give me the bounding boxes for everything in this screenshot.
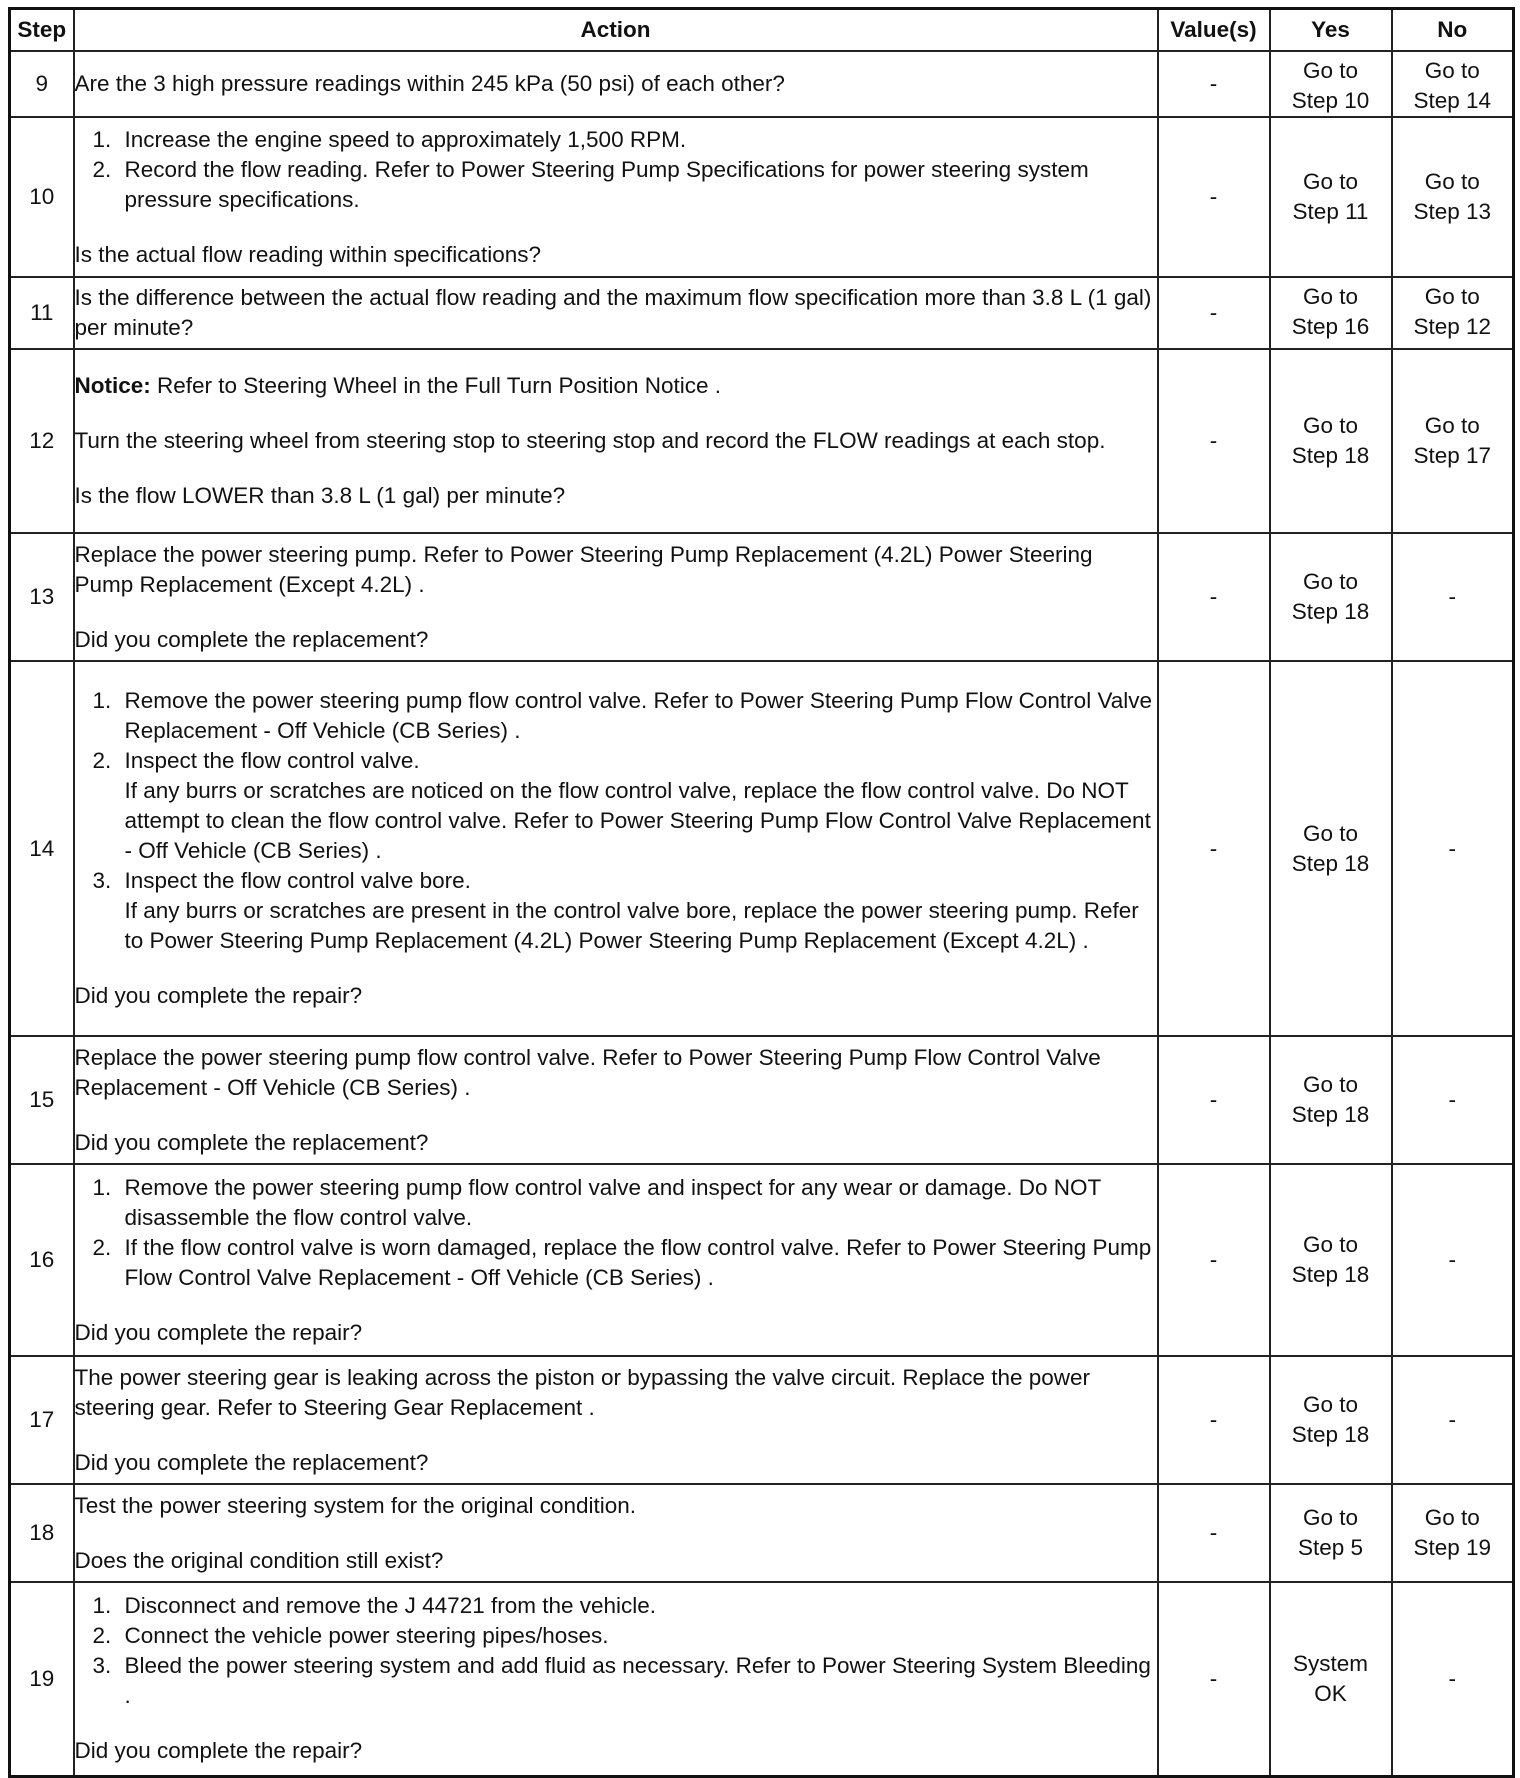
no-cell [1392,349,1514,533]
no-text: Go to [1424,58,1480,83]
no-text: Go to [1424,413,1480,438]
yes-cell [1270,1484,1392,1582]
notice-label: Notice: [74,373,151,398]
header-row [10,9,1514,52]
value-cell: - [1158,1164,1270,1356]
yes-text: OK [1314,1680,1347,1706]
yes-text: Step 16 [1291,314,1370,339]
no-cell [1392,1356,1514,1484]
yes-cell [1270,661,1392,1036]
yes-text: Step 18 [1291,850,1370,876]
yes-cell [1270,349,1392,533]
value-cell: - [1158,533,1270,661]
yes-text: Go to [1302,1232,1359,1257]
action-question: Did you complete the repair? [74,1319,363,1345]
header-action: Action [74,9,1158,52]
table-row [10,1164,1514,1356]
list-item [118,866,1157,956]
no-text: - [1448,1665,1456,1691]
yes-text: Go to [1302,1505,1359,1530]
no-text: Go to [1424,284,1480,309]
action-text: Test the power steering system for the original condition. [74,1492,637,1518]
no-cell [1392,533,1514,661]
list-item-main: 3. Inspect the flow control valve bore. [124,868,471,893]
list-item [118,746,1157,866]
yes-text: Go to [1302,284,1359,309]
yes-text: Go to [1302,1072,1359,1097]
action-text: Replace the power steering pump flow control valve. Refer to Power Steering Pump Flow Control Valve Replacement - Off Vehicle (CB Series) . [74,1044,1101,1100]
yes-text: Step 5 [1297,1535,1364,1560]
yes-text: Go to [1302,820,1359,846]
notice-text: Refer to Steering Wheel in the Full Turn Position Notice . [150,373,722,398]
action-cell [74,1036,1158,1164]
yes-cell [1270,117,1392,277]
list-item-detail: If any burrs or scratches are present in the control valve bore, replace the power steering pump. Refer to Power Steering Pump Replacement (4.2L) Power Steering Pump Replacement (Except 4.2L) . [124,898,1139,953]
action-list [75,1173,1157,1293]
action-cell [74,533,1158,661]
step-number: 18 [10,1484,74,1582]
list-item: 2. If the flow control valve is worn damaged, replace the flow control valve. Refer to Power Steering Pump Flow Control Valve Replacement - Off Vehicle (CB Series) . [118,1233,1157,1293]
list-item-main: Remove the power steering pump flow control valve. Refer to Power Steering Pump Flow Control Valve Replacement - Off Vehicle (CB Series) . [124,688,1153,743]
action-cell [74,117,1158,277]
yes-text: Go to [1302,413,1359,438]
list-item: 1. Disconnect and remove the J 44721 from the vehicle. [118,1591,1157,1621]
step-number: 19 [10,1582,74,1776]
yes-cell [1270,51,1392,117]
action-question: Is the flow LOWER than 3.8 L (1 gal) per minute? [74,483,566,508]
no-text: - [1448,1087,1456,1112]
value-cell: - [1158,1036,1270,1164]
no-cell [1392,277,1514,349]
value-cell: - [1158,277,1270,349]
yes-cell [1270,1036,1392,1164]
no-text: Step 12 [1413,314,1492,339]
list-item: 3. Bleed the power steering system and add fluid as necessary. Refer to Power Steering System Bleeding . [118,1651,1157,1711]
yes-cell [1270,1356,1392,1484]
yes-text: Step 18 [1291,599,1370,624]
action-cell [74,1582,1158,1776]
table-row [10,661,1514,1036]
step-number: 14 [10,661,74,1036]
no-text: - [1448,1407,1456,1432]
value-cell: - [1158,661,1270,1036]
yes-text: Go to [1302,169,1359,194]
yes-cell [1270,1582,1392,1776]
value-cell: - [1158,1484,1270,1582]
list-item: 2. Record the flow reading. Refer to Power Steering Pump Specifications for power steering system pressure specifications. [118,155,1157,215]
action-text: Turn the steering wheel from steering stop to steering stop and record the FLOW readings at each stop. [74,428,1106,453]
action-question: Did you complete the repair? [74,983,363,1008]
yes-text: Step 11 [1292,199,1369,224]
table-row [10,51,1514,117]
value-cell: - [1158,51,1270,117]
action-list [75,125,1157,215]
yes-text: Step 18 [1291,1422,1370,1447]
list-item: 1. Increase the engine speed to approximately 1,500 RPM. [118,125,1157,155]
value-cell: - [1158,117,1270,277]
list-item: 2. Connect the vehicle power steering pipes/hoses. [118,1621,1157,1651]
action-cell [74,1484,1158,1582]
action-cell [74,1164,1158,1356]
yes-text: System [1292,1650,1368,1676]
action-question: Did you complete the replacement? [74,1449,429,1475]
notice-line [75,371,1157,401]
yes-text: Step 10 [1291,88,1370,113]
yes-cell [1270,1164,1392,1356]
no-text: Go to [1424,169,1480,194]
step-number: 10 [10,117,74,277]
value-cell: - [1158,1582,1270,1776]
action-question: Does the original condition still exist? [74,1547,444,1573]
step-number: 13 [10,533,74,661]
yes-text: Go to [1302,569,1359,594]
value-cell: - [1158,1356,1270,1484]
no-text: - [1448,835,1456,861]
step-number: 15 [10,1036,74,1164]
yes-text: Step 18 [1291,443,1370,468]
no-text: Step 17 [1413,443,1492,468]
no-cell [1392,1164,1514,1356]
action-text: Replace the power steering pump. Refer to Power Steering Pump Replacement (4.2L) Power Steering Pump Replacement (Except 4.2L) . [74,541,1093,597]
action-list [75,686,1157,956]
action-list [75,1591,1157,1711]
action-question: Did you complete the replacement? [74,1129,429,1155]
action-text: Are the 3 high pressure readings within 245 kPa (50 psi) of each other? [74,71,785,96]
action-cell [74,277,1158,349]
action-text: Is the difference between the actual flow reading and the maximum flow specification more than 3.8 L (1 gal) per minute? [74,285,1152,340]
table-row [10,533,1514,661]
action-question: Did you complete the replacement? [74,626,429,652]
table-row [10,117,1514,277]
action-cell [74,661,1158,1036]
list-item-main: 2. Inspect the flow control valve. [124,748,420,773]
value-cell: - [1158,349,1270,533]
yes-cell [1270,277,1392,349]
header-yes: Yes [1270,9,1392,52]
table-row [10,1582,1514,1776]
no-text: - [1448,584,1456,609]
action-question: Did you complete the repair? [74,1738,363,1764]
action-question: Is the actual flow reading within specifications? [74,241,542,267]
diagnostic-table [8,7,1515,1778]
no-text: Go to [1424,1505,1480,1530]
list-item: 1. Remove the power steering pump flow control valve and inspect for any wear or damage. Do NOT disassemble the flow control valve. [118,1173,1157,1233]
action-cell [74,51,1158,117]
step-number: 9 [10,51,74,117]
step-number: 12 [10,349,74,533]
action-text: The power steering gear is leaking across the piston or bypassing the valve circuit. Replace the power steering gear. Refer to Steering Gear Replacement . [74,1364,1091,1420]
no-cell [1392,1582,1514,1776]
step-number: 16 [10,1164,74,1356]
no-cell [1392,1484,1514,1582]
no-cell [1392,1036,1514,1164]
yes-cell [1270,533,1392,661]
no-text: Step 14 [1413,88,1492,113]
yes-text: Step 18 [1291,1262,1370,1287]
action-cell [74,349,1158,533]
no-cell [1392,117,1514,277]
header-step: Step [10,9,74,52]
step-number: 17 [10,1356,74,1484]
list-item-detail: If any burrs or scratches are noticed on the flow control valve, replace the flow control valve. Do NOT attempt to clean the flow control valve. Refer to Power Steering Pump Flow Control Valve Replacement - Off Vehicle (CB Series) . [124,778,1151,863]
action-cell [74,1356,1158,1484]
table-row [10,277,1514,349]
table-row [10,1356,1514,1484]
no-cell [1392,51,1514,117]
no-cell [1392,661,1514,1036]
header-no: No [1392,9,1514,52]
no-text: - [1448,1247,1456,1272]
table-row [10,1036,1514,1164]
step-number: 11 [10,277,74,349]
header-values: Value(s) [1158,9,1270,52]
table-row [10,1484,1514,1582]
yes-text: Go to [1302,1392,1359,1417]
no-text: Step 13 [1413,199,1492,224]
yes-text: Step 18 [1291,1102,1370,1127]
table-row [10,349,1514,533]
yes-text: Go to [1302,58,1359,83]
list-item [118,686,1157,746]
no-text: Step 19 [1413,1535,1492,1560]
